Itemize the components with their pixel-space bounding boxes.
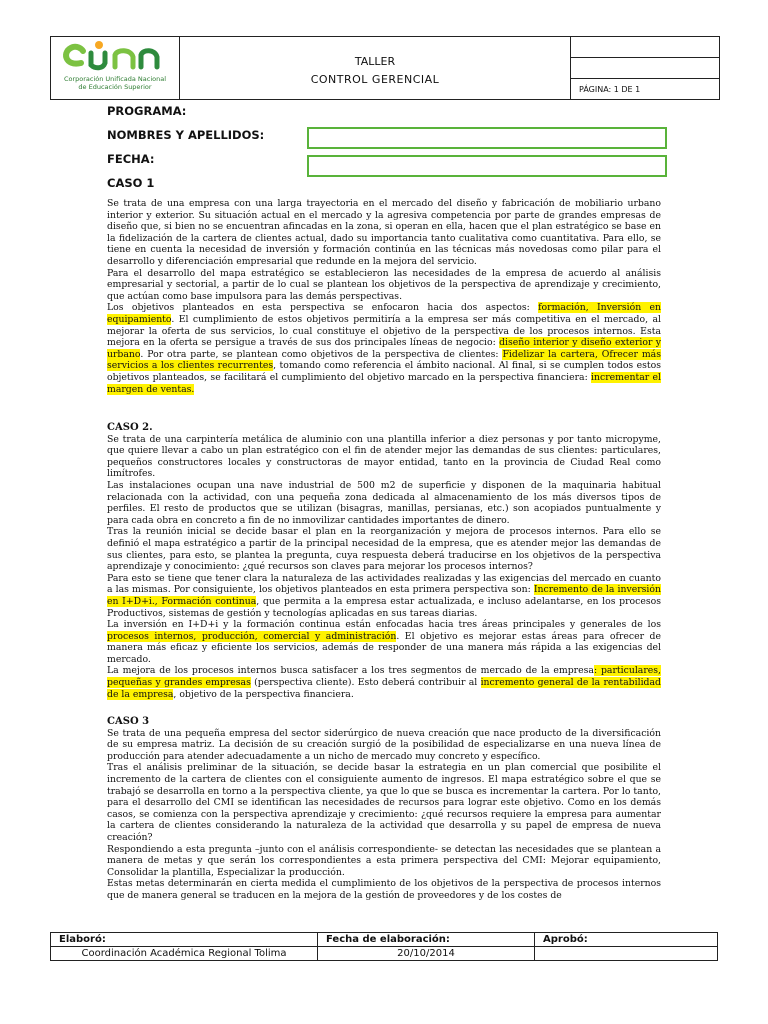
nombres-field[interactable] [307,127,667,149]
highlight: Incremento de la inversión en I+D+i., Formación continua [107,584,661,607]
document-header [50,36,720,100]
fecha-field[interactable] [307,155,667,177]
highlight: formación, Inversión en equipamiento [107,302,661,325]
header-title-cell [180,37,571,99]
footer-fecha-label: Fecha de elaboración: [318,933,535,947]
paragraph: Tras la reunión inicial se decide basar el plan en la reorganización y mejora de procesos internos. Para ello se definió el mapa estratégico a partir de la principal necesidad de la empresa, que es atender mejor las demandas de sus clientes, para esto, se plantea la pregunta, cuya respuesta deberá traducirse en los objetivos de la perspectiva aprendizaje y conocimiento: ¿qué recursos son claves para mejorar los procesos internos? [107,526,661,573]
footer-table [50,932,718,961]
paragraph: Se trata de una pequeña empresa del sector siderúrgico de nueva creación que nace producto de la diversificación de su empresa matriz. La decisión de su creación surgió de la posibilidad de especializarse en una nueva línea de producción para atender adecuadamente a un nicho de mercado muy concreto y específico. [107,727,661,762]
highlight: diseño interior y diseño exterior y urbano [107,337,661,360]
paragraph: Los objetivos planteados en esta perspectiva se enfocaron hacia dos aspectos: formación, Inversión en equipamiento. El cumplimiento de estos objetivos permitiría a la empresa ser más competitiva en el mercado, al mejorar la oferta de sus servicios, lo cual constituye el objetivo de la perspectiva de los procesos internos. Esta mejora en la oferta se persigue a través de sus dos principales líneas de negocio: diseño interior y diseño exterior y urbano. Por otra parte, se plantean como objetivos de la perspectiva de clientes: Fidelizar la cartera, Ofrecer más servicios a los clientes recurrentes, tomando como referencia el ámbito nacional. Al final, si se cumplen todos estos objetivos planteados, se facilitará el cumplimiento del objetivo marcado en la perspectiva financiera: incrementar el margen de ventas. [107,302,661,395]
paragraph: Para el desarrollo del mapa estratégico se establecieron las necesidades de la empresa de acuerdo al análisis empresarial y sectorial, a partir de lo cual se plantean los objetivos de la perspectiva de aprendizaje y crecimiento, que actúan como base impulsora para las demás perspectivas. [107,267,661,302]
highlight: incrementar el margen de ventas. [107,371,661,395]
footer-elaboro-value: Coordinación Académica Regional Tolima [51,947,318,961]
footer-elaboro-label: Elaboró: [51,933,318,947]
caso2-body [107,422,661,700]
logo-subtitle-1: Corporación Unificada Nacional [63,75,167,83]
cun-logo [51,37,180,99]
cun-logo-graphic [51,37,179,75]
highlight: procesos internos, producción, comercial y administración [107,630,397,642]
programa-label: PROGRAMA: [107,104,187,118]
caso3-body [107,716,661,902]
caso3-title: CASO 3 [107,716,150,727]
nombres-label: NOMBRES Y APELLIDOS: [107,128,265,142]
paragraph: La mejora de los procesos internos busca satisfacer a los tres segmentos de mercado de la empresa: particulares, pequeñas y grandes empresas (perspectiva cliente). Esto deberá contribuir al incremento general de la rentabilidad de la empresa, objetivo de la perspectiva financiera. [107,665,662,700]
header-meta-cell [571,37,719,99]
paragraph: Para esto se tiene que tener clara la naturaleza de las actividades realizadas y las exigencias del mercado en cuanto a las mismas. Por consiguiente, los objetivos planteados en esta primera perspectiva son: Incremento de la inversión en I+D+i., Formación continua, que permita a la empresa estar actualizada, e incluso adelantarse, en los procesos Productivos, sistemas de gestión y tecnologías aplicadas en sus tareas diarias. [107,572,661,619]
footer-aprobo-value [535,947,718,961]
paragraph: La inversión en I+D+i y la formación continua están enfocadas hacia tres áreas principales y generales de los procesos internos, producción, comercial y administración. El objetivo es mejorar estas áreas para ofrecer de manera más eficaz y eficiente los servicios, además de responder de una manera más rápida a las exigencias del mercado. [107,619,661,665]
paragraph: Se trata de una carpintería metálica de aluminio con una plantilla inferior a diez personas y por tanto micropyme, que quiere llevar a cabo un plan estratégico con el fin de atender mejor las demandas de sus clientes: particulares, pequeños constructores locales y constructoras de mayor entidad, tanto en la provincia de Ciudad Real como limítrofes. [107,433,661,480]
page-number: PÁGINA: 1 DE 1 [579,84,641,94]
paragraph: Respondiendo a esta pregunta –junto con el análisis correspondiente- se detectan las necesidades que se plantean a manera de metas y que serán los correspondientes a esta primera perspectiva del CMI: Mejorar equipamiento, Consolidar la plantilla, Especializar la producción. [107,843,661,878]
highlight: Fidelizar la cartera, Ofrecer más servicios a los clientes recurrentes [107,348,661,372]
highlight: incremento general de la rentabilidad de la empresa [107,677,661,700]
caso1-body [107,198,661,395]
footer-fecha-value: 20/10/2014 [318,947,535,961]
header-meta-row [571,58,719,79]
header-subtitle: CONTROL GERENCIAL [310,73,440,86]
paragraph: Las instalaciones ocupan una nave industrial de 500 m2 de superficie y disponen de la maquinaria habitual relacionada con la actividad, con una pequeña zona dedicada al almacenamiento de los más diversos tipos de perfiles. El resto de productos que se utilizan (bisagras, manillas, persianas, etc.) son acopiados puntualmente y para cada obra en concreto a fin de no inmovilizar cantidades importantes de dinero. [107,479,661,526]
logo-subtitle-2: de Educación Superior [78,83,152,91]
caso2-title: CASO 2. [107,422,153,433]
paragraph: Se trata de una empresa con una larga trayectoria en el mercado del diseño y fabricación de mobiliario urbano interior y exterior. Su situación actual en el mercado y la agresiva competencia por parte de grandes empresas de diseño que, si bien no se encuentran afincadas en la zona, si operan en ella, hacen que el plan estratégico se base en la fidelización de la cartera de clientes actual, dado su importancia tanto cualitativa como cuantitativa. Para ello, se tiene en cuenta la necesidad de inversión y formación continúa en las técnicas más novedosas como pilar para el desarrollo y diferenciación empresarial que redunde en la mejora del servicio. [107,198,661,267]
footer-aprobo-label: Aprobó: [535,933,718,947]
header-meta-row [571,37,719,58]
paragraph: Tras el análisis preliminar de la situación, se decide basar la estrategia en un plan comercial que posibilite el incremento de la cartera de clientes con el consiguiente aumento de ingresos. El mapa estratégico sobre el que se trabajó se desarrolla en torno a la perspectiva cliente, ya que lo que se busca es incrementar la cartera. Por lo tanto, para el desarrollo del CMI se identifican las necesidades de recursos para lograr este objetivo. Como en los demás casos, se comienza con la perspectiva aprendizaje y crecimiento: ¿qué recursos requiere la empresa para aumentar la cartera de clientes considerando la naturaleza de la actividad que desarrolla y su papel de empresa de nueva creación? [107,762,661,843]
paragraph: Estas metas determinarán en cierta medida el cumplimiento de los objetivos de la perspectiva de procesos internos que de manera general se traducen en la mejora de la gestión de proveedores y de los costes de [107,878,661,901]
fecha-label: FECHA: [107,152,155,166]
highlight: : particulares, pequeñas y grandes empresas [107,665,662,689]
header-title: TALLER [354,55,396,68]
caso1-label: CASO 1 [107,176,155,190]
